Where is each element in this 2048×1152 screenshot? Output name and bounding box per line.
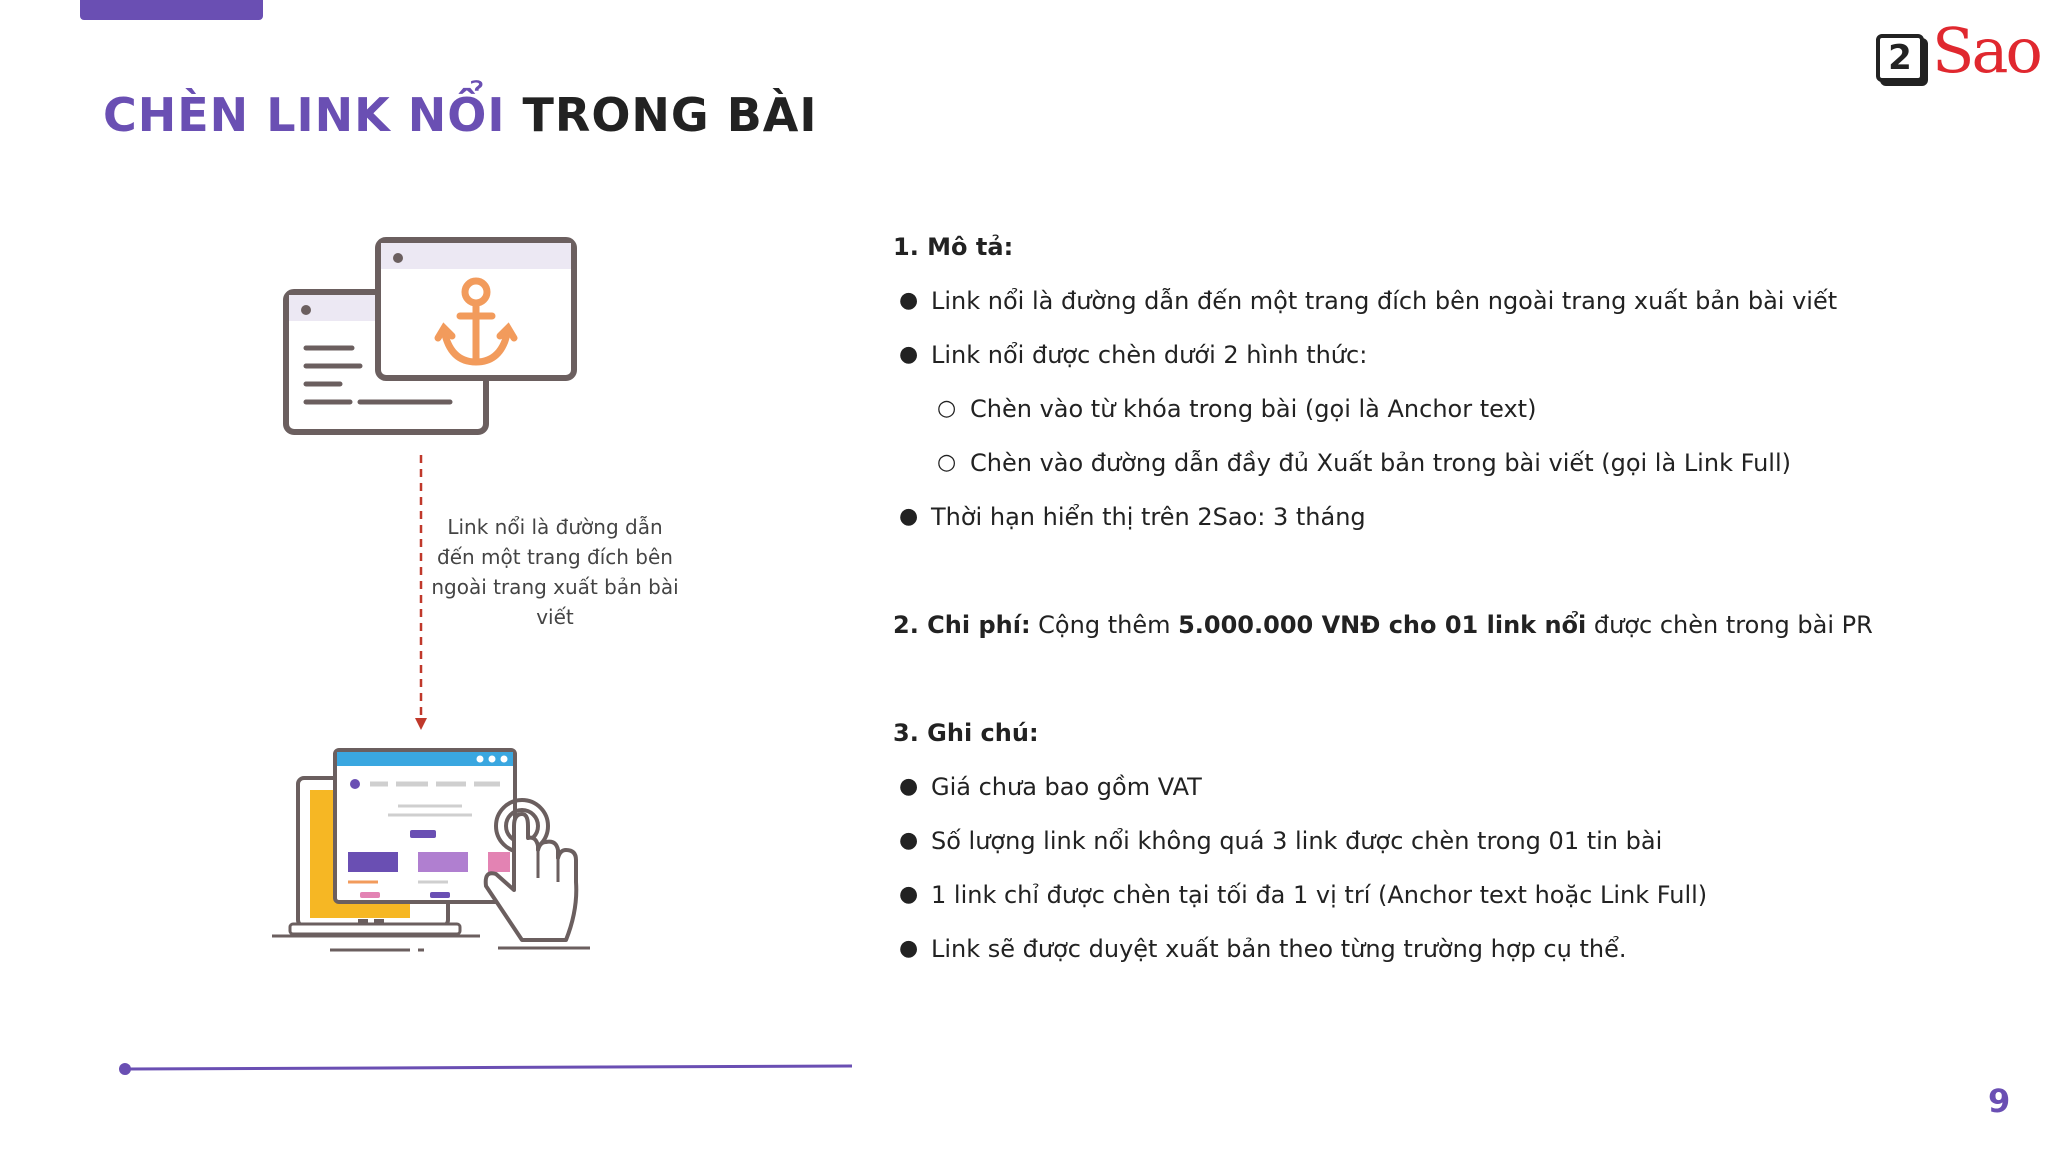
- spacer: [893, 652, 1993, 706]
- list-item: [893, 490, 1993, 544]
- top-accent-bar: [80, 0, 263, 20]
- bullet-dot: ●: [899, 504, 919, 529]
- list-item: [893, 274, 1993, 328]
- title-accent: CHÈN LINK NỔI: [103, 88, 506, 142]
- list-item-text: 1 link chỉ được chèn tại tối đa 1 vị trí (Anchor text hoặc Link Full): [931, 881, 1708, 909]
- notes-heading: 3. Ghi chú:: [893, 719, 1039, 747]
- bullet-dot: ●: [899, 936, 919, 961]
- list-item-text: Số lượng link nổi không quá 3 link được chèn trong 01 tin bài: [931, 827, 1663, 855]
- cost-label: 2. Chi phí:: [893, 611, 1031, 639]
- page-number: 9: [1988, 1082, 2011, 1120]
- arrow-head: [415, 718, 427, 730]
- bottom-divider: [118, 1062, 854, 1076]
- bullet-dot: ●: [899, 342, 919, 367]
- cost-text-1: Cộng thêm: [1030, 611, 1179, 639]
- cost-text-2: được chèn trong bài PR: [1586, 611, 1873, 639]
- title-rest: TRONG BÀI: [522, 88, 818, 142]
- list-item-text: Link sẽ được duyệt xuất bản theo từng trường hợp cụ thể.: [931, 935, 1627, 963]
- illustration-caption: Link nổi là đường dẫn đến một trang đích bên ngoài trang xuất bản bài viết: [431, 515, 679, 629]
- bullet-dot: ●: [899, 288, 919, 313]
- description-heading: 1. Mô tả:: [893, 233, 1014, 261]
- list-item: [893, 760, 1993, 814]
- laptop-icon: [272, 750, 515, 950]
- bullet-dot: ●: [899, 774, 919, 799]
- list-item: [893, 814, 1993, 868]
- logo-number: 2: [1876, 34, 1924, 82]
- bullet-circle: ○: [937, 396, 957, 421]
- list-item-text: Chèn vào đường dẫn đầy đủ Xuất bản trong bài viết (gọi là Link Full): [970, 449, 1791, 477]
- list-item-text: Link nổi được chèn dưới 2 hình thức:: [931, 341, 1368, 369]
- brand-logo: [1876, 14, 2040, 94]
- list-item-text: Thời hạn hiển thị trên 2Sao: 3 tháng: [931, 503, 1366, 531]
- list-item-text: Link nổi là đường dẫn đến một trang đích bên ngoài trang xuất bản bài viết: [931, 287, 1838, 315]
- logo-word: Sao: [1932, 14, 2040, 87]
- bullet-dot: ●: [899, 828, 919, 853]
- cost-line: [893, 598, 1993, 652]
- sub-list-item: [893, 436, 1993, 490]
- spacer: [893, 544, 1993, 598]
- page-title: [103, 88, 817, 142]
- bullet-dot: ●: [899, 882, 919, 907]
- cost-amount: 5.000.000 VNĐ cho 01 link nổi: [1178, 611, 1587, 639]
- list-item-text: Giá chưa bao gồm VAT: [931, 773, 1202, 801]
- list-item-text: Chèn vào từ khóa trong bài (gọi là Anchor text): [970, 395, 1537, 423]
- sub-list-item: [893, 382, 1993, 436]
- list-item: [893, 922, 1993, 976]
- list-item: [893, 868, 1993, 922]
- anchor-window-icon: [378, 240, 574, 378]
- content-panel: [893, 220, 1993, 976]
- list-item: [893, 328, 1993, 382]
- bullet-circle: ○: [937, 450, 957, 475]
